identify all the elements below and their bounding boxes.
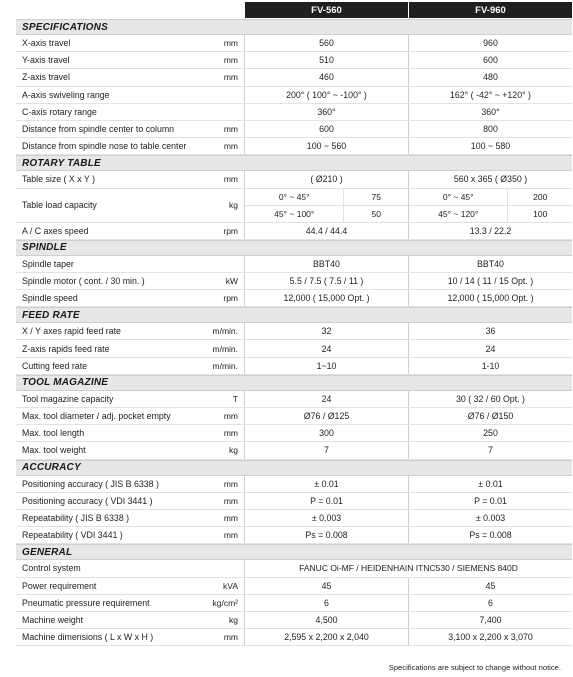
spec-label: X / Y axes rapid feed rate xyxy=(22,326,121,337)
angle-range: 0° ~ 45° xyxy=(245,189,344,205)
spec-label: Power requirement xyxy=(22,580,97,591)
spec-row xyxy=(16,425,572,442)
spec-unit: rpm xyxy=(223,293,238,304)
spec-value-fv560: ± 0.003 xyxy=(244,510,408,526)
spec-value-fv960: Ps = 0.008 xyxy=(408,527,572,543)
spec-row xyxy=(16,104,572,121)
spec-label: Cutting feed rate xyxy=(22,360,88,371)
spec-label: Table size ( X x Y ) xyxy=(22,174,96,185)
load-value: 100 xyxy=(533,208,548,219)
spec-unit xyxy=(206,104,244,120)
spec-value-fv560: 24 xyxy=(244,391,408,407)
spec-value-fv560: 510 xyxy=(244,52,408,68)
spec-row xyxy=(16,595,572,612)
spec-row xyxy=(16,391,572,408)
spec-label: Y-axis travel xyxy=(22,55,70,66)
spec-row xyxy=(16,273,572,290)
model-header-fv560: FV-560 xyxy=(245,2,408,18)
spec-row xyxy=(16,256,572,273)
spec-value-fv560: 32 xyxy=(244,323,408,339)
spec-row xyxy=(16,52,572,69)
spec-value-fv960: 560 x 365 ( Ø350 ) xyxy=(408,171,572,187)
section-header: ROTARY TABLE xyxy=(16,155,572,171)
load-value: 75 xyxy=(371,191,381,202)
section-header: FEED RATE xyxy=(16,307,572,323)
spec-unit: kg xyxy=(229,614,238,625)
spec-label: Machine weight xyxy=(22,614,84,625)
spec-value-fv960: 13.3 / 22.2 xyxy=(408,223,572,239)
spec-value-fv560: 45 xyxy=(244,578,408,594)
spec-value-fv960: P = 0.01 xyxy=(408,493,572,509)
spec-value-fv960: 45 xyxy=(408,578,572,594)
angle-range: 0° ~ 45° xyxy=(409,189,508,205)
spec-label: Machine dimensions ( L x W x H ) xyxy=(22,632,154,643)
spec-value-fv960: 960 xyxy=(408,35,572,51)
spec-value-fv560: 6 xyxy=(244,595,408,611)
spec-label: Max. tool weight xyxy=(22,445,86,456)
spec-row xyxy=(16,35,572,52)
spec-value-fv960: 10 / 14 ( 11 / 15 Opt. ) xyxy=(408,273,572,289)
spec-label: Max. tool diameter / adj. pocket empty xyxy=(22,411,171,422)
spec-label: C-axis rotary range xyxy=(22,106,97,117)
spec-row xyxy=(16,560,572,577)
spec-value-fv960: ± 0.01 xyxy=(408,476,572,492)
spec-unit: mm xyxy=(223,632,238,643)
spec-unit: kg/cm² xyxy=(212,597,238,608)
spec-label: Spindle motor ( cont. / 30 min. ) xyxy=(22,275,145,286)
section-header: SPECIFICATIONS xyxy=(16,19,572,35)
spec-value-fv560: 24 xyxy=(244,340,408,356)
spec-label: Distance from spindle nose to table center xyxy=(22,141,187,152)
spec-value-fv960: 6 xyxy=(408,595,572,611)
spec-label: Positioning accuracy ( JIS B 6338 ) xyxy=(22,478,159,489)
spec-unit: kVA xyxy=(223,580,238,591)
spec-value-fv560: 360° xyxy=(244,104,408,120)
spec-value-fv560: 5.5 / 7.5 ( 7.5 / 11 ) xyxy=(244,273,408,289)
spec-value-fv960: 7,400 xyxy=(408,612,572,628)
specifications-table xyxy=(16,2,572,646)
spec-unit: mm xyxy=(223,411,238,422)
spec-row xyxy=(16,408,572,425)
spec-row xyxy=(16,612,572,629)
spec-unit xyxy=(206,256,244,272)
angle-range: 45° ~ 120° xyxy=(409,206,508,222)
split-row xyxy=(409,205,572,222)
spec-row xyxy=(16,578,572,595)
spec-label: Control system xyxy=(22,563,81,574)
spec-value-fv560: 560 xyxy=(244,35,408,51)
spec-value-fv960: 360° xyxy=(408,104,572,120)
spec-unit: mm xyxy=(223,174,238,185)
spec-label: A / C axes speed xyxy=(22,225,89,236)
spec-value-fv960: 162° ( -42° ~ +120° ) xyxy=(408,87,572,103)
spec-unit: mm xyxy=(223,72,238,83)
spec-sections xyxy=(16,19,572,646)
spec-value-fv960: 600 xyxy=(408,52,572,68)
spec-row xyxy=(16,442,572,459)
spec-row xyxy=(16,493,572,510)
footnote: Specifications are subject to change without notice. xyxy=(388,663,561,672)
spec-unit: m/min. xyxy=(212,360,238,371)
spec-split-value xyxy=(244,189,408,222)
spec-row xyxy=(16,476,572,493)
section-header: TOOL MAGAZINE xyxy=(16,375,572,391)
spec-value-fv960: 800 xyxy=(408,121,572,137)
spec-value-fv960: 480 xyxy=(408,69,572,85)
spec-row xyxy=(16,171,572,188)
spec-value-fv560: 300 xyxy=(244,425,408,441)
spec-unit: mm xyxy=(223,513,238,524)
spec-value-fv960: 12,000 ( 15,000 Opt. ) xyxy=(408,290,572,306)
spec-unit: kW xyxy=(225,275,238,286)
spec-value-fv960: 36 xyxy=(408,323,572,339)
spec-value-fv560: 44.4 / 44.4 xyxy=(244,223,408,239)
spec-unit: T xyxy=(232,393,238,404)
angle-range: 45° ~ 100° xyxy=(245,206,344,222)
spec-value-fv960: 100 ~ 580 xyxy=(408,138,572,154)
spec-value-fv560: 100 ~ 560 xyxy=(244,138,408,154)
spec-row xyxy=(16,323,572,340)
spec-label: Z-axis travel xyxy=(22,72,70,83)
spec-row xyxy=(16,189,572,223)
split-row xyxy=(245,189,408,205)
spec-unit: mm xyxy=(223,141,238,152)
spec-row xyxy=(16,510,572,527)
spec-value-fv560: BBT40 xyxy=(244,256,408,272)
spec-value-fv960: ± 0.003 xyxy=(408,510,572,526)
spec-row xyxy=(16,358,572,375)
spec-value-fv560: 12,000 ( 15,000 Opt. ) xyxy=(244,290,408,306)
model-header-row xyxy=(16,2,572,18)
spec-unit: mm xyxy=(223,55,238,66)
spec-value-fv560: 7 xyxy=(244,442,408,458)
spec-label: A-axis swiveling range xyxy=(22,89,110,100)
spec-label: Z-axis rapids feed rate xyxy=(22,343,110,354)
spec-label: Pneumatic pressure requirement xyxy=(22,597,150,608)
spec-value-fv960: 30 ( 32 / 60 Opt. ) xyxy=(408,391,572,407)
spec-label: X-axis travel xyxy=(22,38,71,49)
spec-unit: mm xyxy=(223,38,238,49)
spec-unit: kg xyxy=(229,200,238,210)
spec-value-fv960: 250 xyxy=(408,425,572,441)
spec-row xyxy=(16,121,572,138)
spec-value-fv960: 3,100 x 2,200 x 3,070 xyxy=(408,629,572,645)
model-header-fv960: FV-960 xyxy=(409,2,572,18)
spec-row xyxy=(16,340,572,357)
spec-label: Repeatability ( VDI 3441 ) xyxy=(22,530,123,541)
spec-unit xyxy=(206,560,244,576)
spec-unit: m/min. xyxy=(212,326,238,337)
spec-value-shared: FANUC Oi-MF / HEIDENHAIN ITNC530 / SIEMENS 840D xyxy=(244,560,572,576)
spec-value-fv960: 24 xyxy=(408,340,572,356)
spec-row xyxy=(16,87,572,104)
spec-value-fv560: Ps = 0.008 xyxy=(244,527,408,543)
spec-unit: mm xyxy=(223,124,238,135)
spec-row xyxy=(16,69,572,86)
spec-unit xyxy=(206,87,244,103)
spec-label: Spindle taper xyxy=(22,258,74,269)
spec-unit: kg xyxy=(229,445,238,456)
spec-value-fv960: Ø76 / Ø150 xyxy=(408,408,572,424)
spec-label: Spindle speed xyxy=(22,293,78,304)
spec-row xyxy=(16,290,572,307)
spec-row xyxy=(16,223,572,240)
spec-value-fv960: 1-10 xyxy=(408,358,572,374)
spec-unit: mm xyxy=(223,478,238,489)
load-value: 50 xyxy=(371,208,381,219)
section-header: ACCURACY xyxy=(16,460,572,476)
spec-row xyxy=(16,138,572,155)
spec-unit: rpm xyxy=(223,225,238,236)
spec-value-fv560: 600 xyxy=(244,121,408,137)
split-row xyxy=(245,205,408,222)
spec-unit: mm xyxy=(223,428,238,439)
spec-value-fv560: ( Ø210 ) xyxy=(244,171,408,187)
spec-label: Tool magazine capacity xyxy=(22,393,114,404)
spec-value-fv560: P = 0.01 xyxy=(244,493,408,509)
spec-value-fv960: 7 xyxy=(408,442,572,458)
spec-unit: m/min. xyxy=(212,343,238,354)
spec-value-fv560: 2,595 x 2,200 x 2,040 xyxy=(244,629,408,645)
spec-label: Repeatability ( JIS B 6338 ) xyxy=(22,513,130,524)
spec-label: Distance from spindle center to column xyxy=(22,124,175,135)
spec-unit: mm xyxy=(223,495,238,506)
spec-label: Max. tool length xyxy=(22,428,85,439)
spec-value-fv560: 1~10 xyxy=(244,358,408,374)
spec-value-fv960: BBT40 xyxy=(408,256,572,272)
section-header: GENERAL xyxy=(16,544,572,560)
spec-value-fv560: 4,500 xyxy=(244,612,408,628)
spec-value-fv560: 460 xyxy=(244,69,408,85)
spec-label: Table load capacity xyxy=(22,200,97,210)
spec-split-value xyxy=(408,189,572,222)
spec-unit: mm xyxy=(223,530,238,541)
spec-value-fv560: Ø76 / Ø125 xyxy=(244,408,408,424)
split-row xyxy=(409,189,572,205)
load-value: 200 xyxy=(533,191,548,202)
spec-label: Positioning accuracy ( VDI 3441 ) xyxy=(22,495,153,506)
spec-row xyxy=(16,629,572,646)
spec-row xyxy=(16,527,572,544)
spec-value-fv560: 200° ( 100° ~ -100° ) xyxy=(244,87,408,103)
spec-value-fv560: ± 0.01 xyxy=(244,476,408,492)
section-header: SPINDLE xyxy=(16,240,572,256)
